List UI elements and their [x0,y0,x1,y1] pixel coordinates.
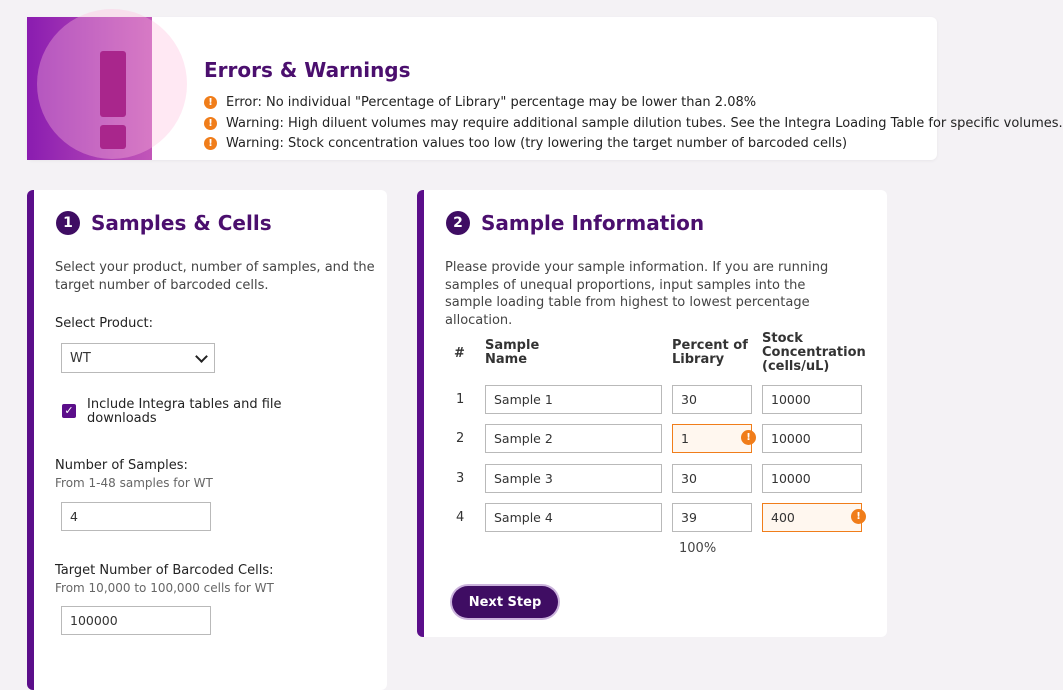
alert-text: Warning: High diluent volumes may require additional sample dilution tubes. See the Integra Loading Table for specific volumes. [226,115,1063,131]
samples-hint: From 1-48 samples for WT [55,476,213,490]
warning-icon: ! [741,430,756,445]
percent-input[interactable] [672,385,752,414]
alert-item [204,115,1063,136]
alert-graphic [27,17,152,160]
percent-input[interactable] [672,424,752,453]
chevron-down-icon [195,350,208,363]
stock-input[interactable] [762,464,862,493]
integra-checkbox-label[interactable]: Include Integra tables and file downloads [87,397,282,426]
stock-input[interactable] [762,503,862,532]
cells-label: Target Number of Barcoded Cells: [55,563,274,578]
stock-input[interactable] [762,424,862,453]
samples-label: Number of Samples: [55,458,188,473]
column-header-percent: Percent of Library [672,338,748,367]
sample-name-input[interactable] [485,424,662,453]
integra-checkbox[interactable]: ✓ [62,404,76,418]
sample-name-input[interactable] [485,464,662,493]
alert-list [204,94,1063,156]
percent-input[interactable] [672,503,752,532]
warning-icon: ! [204,137,217,150]
card-title: Samples & Cells [91,211,272,235]
cells-input[interactable] [61,606,211,635]
card-title: Sample Information [481,211,705,235]
exclamation-dot-icon [100,125,126,149]
percent-total: 100% [679,541,717,556]
sample-information-card [417,190,887,637]
row-number: 4 [456,510,465,525]
exclamation-icon [100,51,126,117]
alert-item [204,135,1063,156]
card-description: Please provide your sample information. If you are running samples of unequal proportions, input samples into the sample loading table from highest to lowest percentage allocation. [445,260,829,328]
percent-input[interactable] [672,464,752,493]
sample-name-input[interactable] [485,503,662,532]
column-header-number: # [454,346,465,361]
product-select[interactable] [61,343,215,373]
product-select-value: WT [70,350,91,366]
card-header [446,211,704,235]
stock-input[interactable] [762,385,862,414]
product-label: Select Product: [55,316,153,331]
step-number-badge: 1 [56,211,80,235]
cells-hint: From 10,000 to 100,000 cells for WT [55,581,274,595]
column-header-stock: Stock Concentration (cells/uL) [762,331,866,374]
card-description: Select your product, number of samples, and the target number of barcoded cells. [55,260,375,293]
samples-input[interactable] [61,502,211,531]
samples-cells-card [27,190,387,690]
step-number-badge: 2 [446,211,470,235]
warning-icon: ! [204,117,217,130]
alert-item [204,94,1063,115]
column-header-sample-name: Sample Name [485,338,540,367]
errors-warnings-panel [27,17,1063,160]
alert-text: Warning: Stock concentration values too low (try lowering the target number of barcoded cells) [226,136,848,151]
warning-icon: ! [204,96,217,109]
warning-icon: ! [851,509,866,524]
sample-name-input[interactable] [485,385,662,414]
row-number: 1 [456,392,465,407]
next-step-button[interactable]: Next Step [452,586,558,618]
alert-title: Errors & Warnings [204,58,411,82]
row-number: 2 [456,431,465,446]
card-header [56,211,272,235]
alert-text: Error: No individual "Percentage of Library" percentage may be lower than 2.08% [226,95,757,110]
row-number: 3 [456,471,465,486]
